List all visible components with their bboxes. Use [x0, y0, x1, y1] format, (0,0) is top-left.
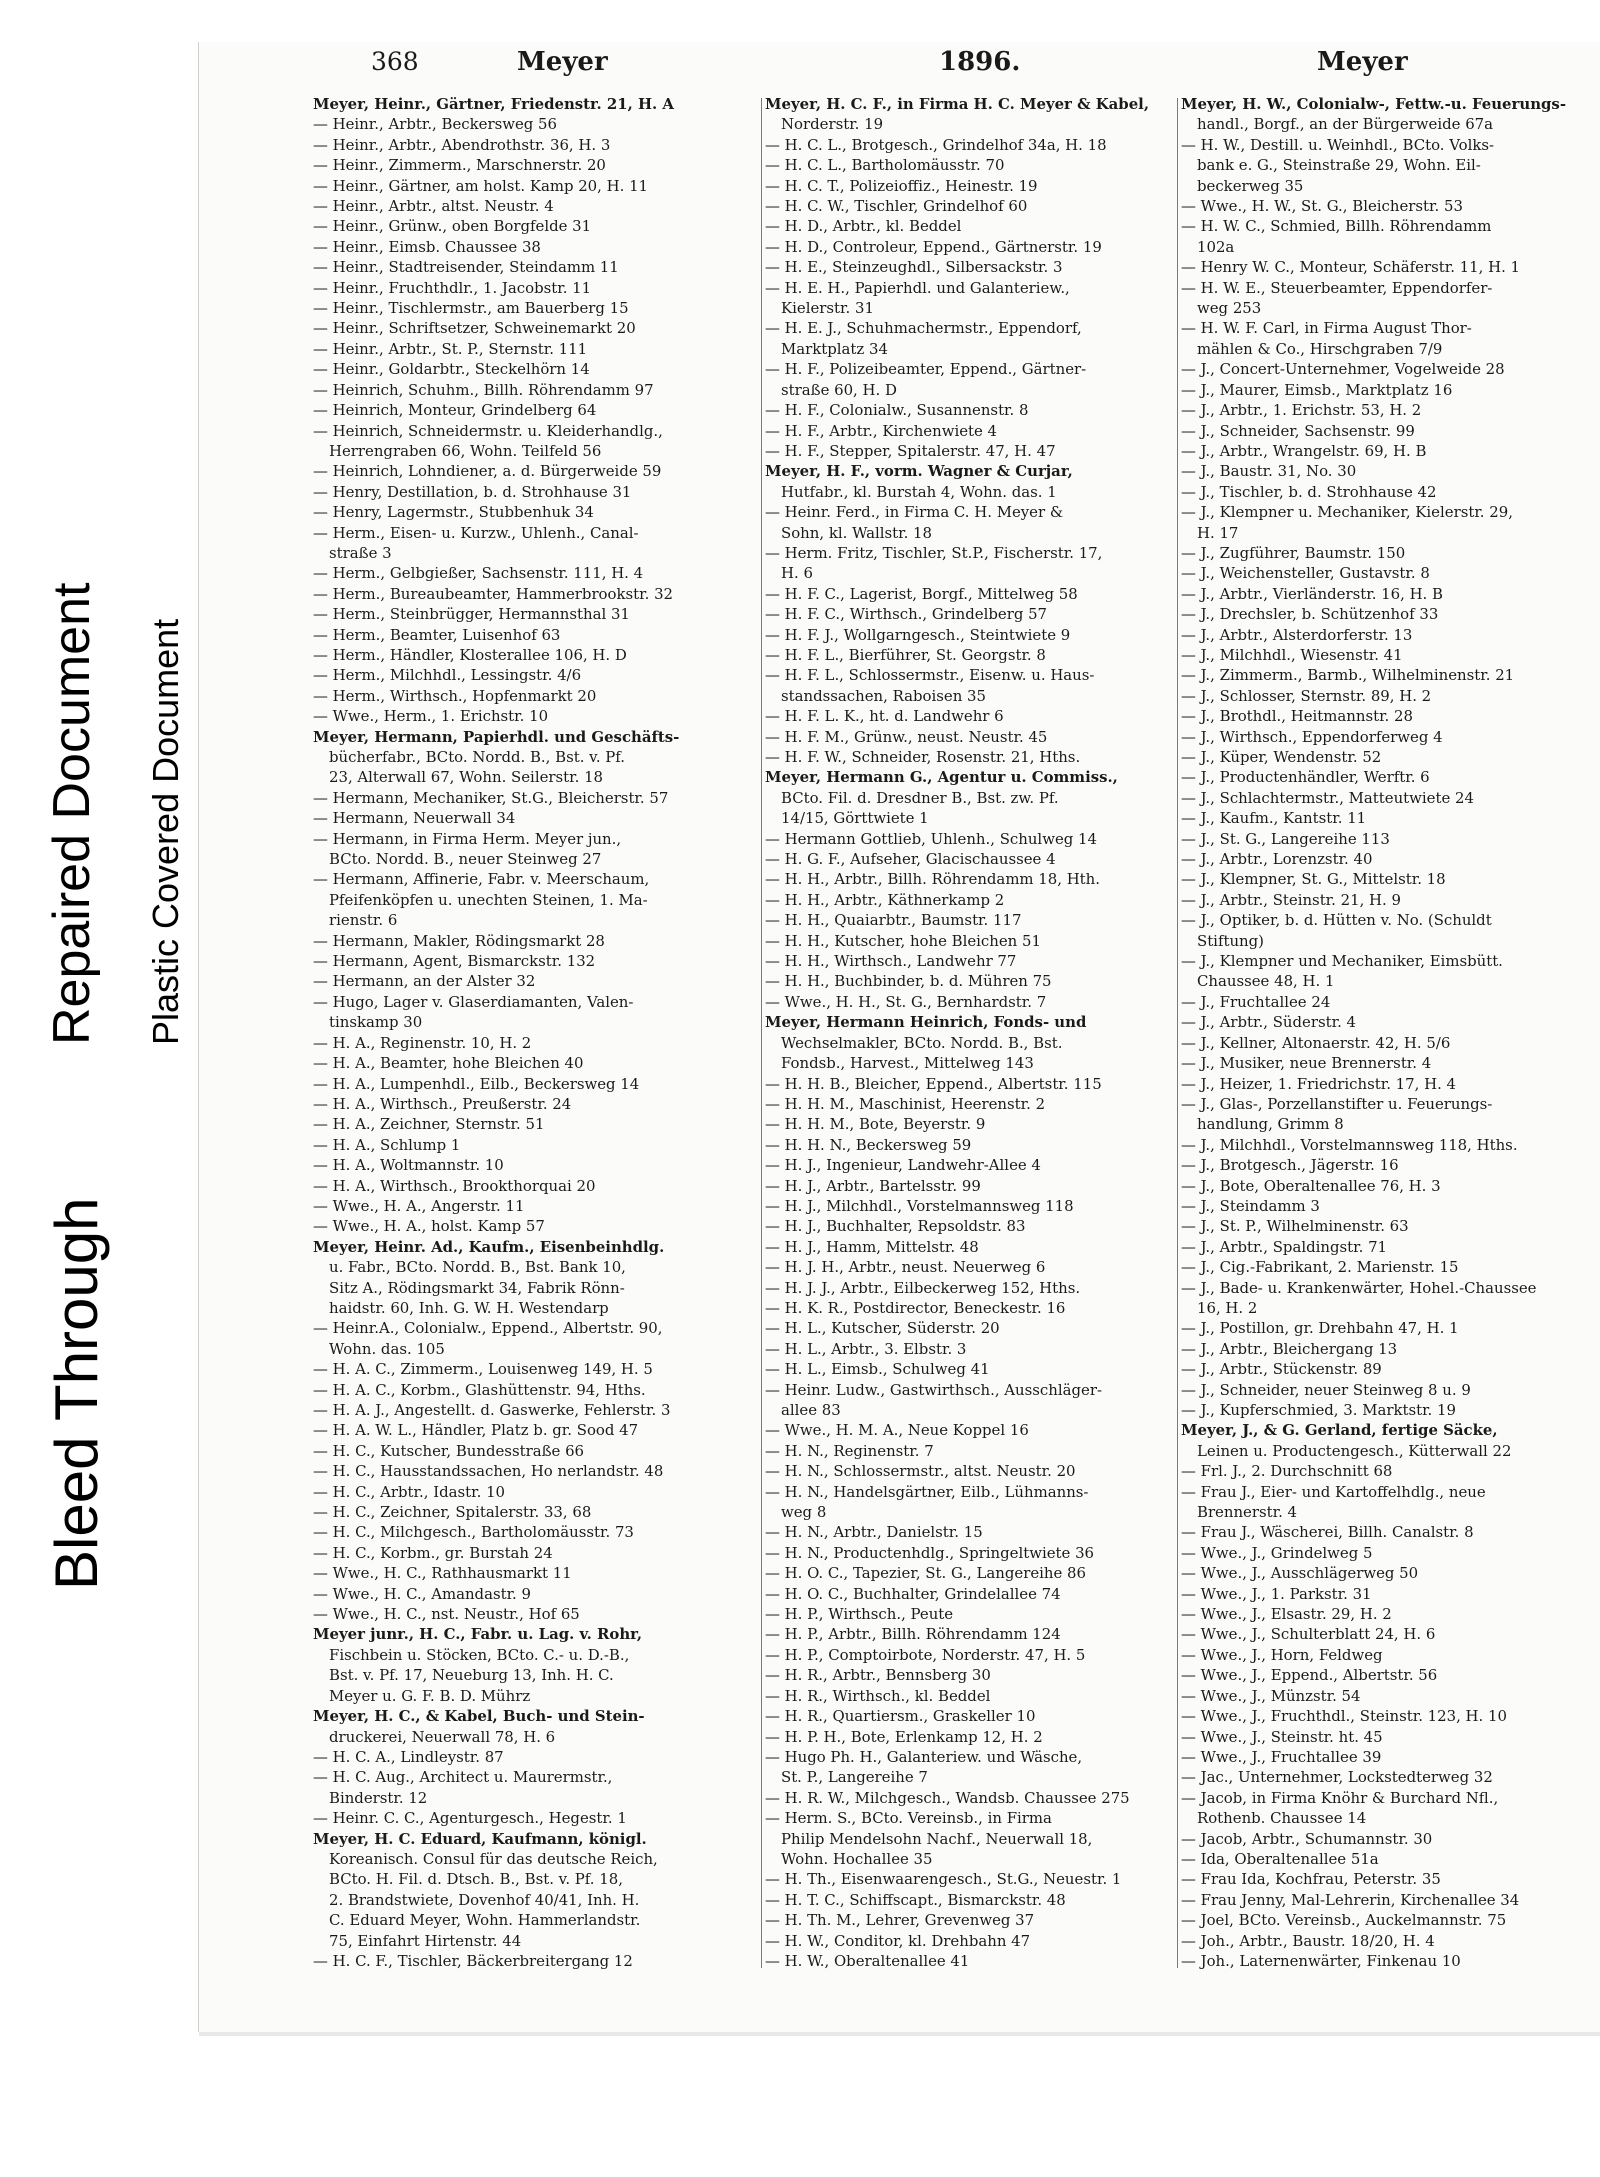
directory-entry-line: bücherfabr., BCto. Nordd. B., Bst. v. Pf.: [329, 748, 626, 766]
directory-entry-line: Philip Mendelsohn Nachf., Neuerwall 18,: [781, 1829, 1093, 1848]
directory-entry-line: BCto. H. Fil. d. Dtsch. B., Bst. v. Pf. 18,: [329, 1870, 623, 1889]
directory-entry-line: — J., Productenhändler, Werftr. 6: [1181, 768, 1430, 787]
directory-entry-line: — Frl. J., 2. Durchschnitt 68: [1181, 1462, 1393, 1481]
directory-entry-line: 102a: [1197, 237, 1235, 256]
directory-entry-line: — Hermann, Agent, Bismarckstr. 132: [313, 952, 596, 971]
directory-entry-line: — J., Milchhdl., Wiesenstr. 41: [1181, 645, 1403, 664]
directory-entry-line: — H. N., Schlossermstr., altst. Neustr. 20: [765, 1462, 1076, 1481]
directory-entry-line: BCto. Fil. d. Dresdner B., Bst. zw. Pf.: [781, 788, 1059, 807]
directory-entry-line: — H. C., Hausstandssachen, Ho nerlandstr. 48: [313, 1462, 664, 1481]
directory-entry-line: — J., Klempner u. Mechaniker, Kielerstr. 29,: [1181, 503, 1513, 522]
directory-entry-line: — Herm. S., BCto. Vereinsb., in Firma: [765, 1809, 1052, 1828]
directory-entry-line: — J., Arbtr., Vierländerstr. 16, H. B: [1181, 584, 1443, 603]
directory-entry-line: — Hermann, Mechaniker, St.G., Bleicherstr. 57: [313, 788, 669, 807]
directory-entry-line: — Herm., Gelbgießer, Sachsenstr. 111, H. 4: [313, 564, 644, 583]
directory-entry-line: — Heinr., Goldarbtr., Steckelhörn 14: [313, 360, 590, 379]
directory-entry-line: Rothenb. Chaussee 14: [1197, 1809, 1367, 1828]
directory-entry-line: — H. W., Oberaltenallee 41: [765, 1951, 970, 1970]
directory-entry-line: Wohn. das. 105: [329, 1339, 445, 1358]
directory-entry-line: straße 3: [329, 543, 392, 562]
directory-entry-line: — Herm., Eisen- u. Kurzw., Uhlenh., Canal-: [313, 523, 639, 542]
directory-entry-line: — H. H., Arbtr., Billh. Röhrendamm 18, Hth.: [765, 870, 1100, 889]
directory-entry-line: — Heinr., Schriftsetzer, Schweinemarkt 20: [313, 319, 636, 338]
directory-entry-line: — H. A., Woltmannstr. 10: [313, 1156, 504, 1175]
directory-entry-line: Meyer, J., & G. Gerland, fertige Säcke,: [1181, 1421, 1498, 1440]
directory-entry-line: — H. A. J., Angestellt. d. Gaswerke, Fehlerstr. 3: [313, 1401, 671, 1419]
directory-entry-line: — H. H., Quaiarbtr., Baumstr. 117: [765, 911, 1022, 930]
directory-entry-line: — Heinr. Ferd., in Firma C. H. Meyer &: [765, 503, 1064, 522]
directory-entry-line: — Heinr., Arbtr., Abendrothstr. 36, H. 3: [313, 135, 611, 154]
header-left-title: Meyer: [517, 47, 608, 77]
directory-entry-line: — Herm., Steinbrügger, Hermannsthal 31: [313, 605, 630, 624]
directory-entry-line: Marktplatz 34: [781, 339, 888, 358]
directory-entry-line: — Heinr.A., Colonialw., Eppend., Albertstr. 90,: [313, 1319, 663, 1338]
directory-entry-line: — H. F. C., Lagerist, Borgf., Mittelweg 58: [765, 584, 1078, 603]
directory-entry-line: — Hermann, Makler, Rödingsmarkt 28: [313, 931, 605, 950]
directory-entry-line: — H. F. W., Schneider, Rosenstr. 21, Hths.: [765, 748, 1081, 766]
directory-entry-line: — H. C. Aug., Architect u. Maurermstr.,: [313, 1768, 613, 1787]
directory-entry-line: — H. J., Ingenieur, Landwehr-Allee 4: [765, 1156, 1041, 1175]
directory-entry-line: Pfeifenköpfen u. unechten Steinen, 1. Ma-: [329, 890, 648, 909]
directory-entry-line: — H. R., Arbtr., Bennsberg 30: [765, 1666, 991, 1685]
directory-column-3: [1181, 94, 1591, 1974]
directory-entry-line: — J., St. P., Wilhelminenstr. 63: [1181, 1217, 1409, 1236]
directory-entry-line: — Herm., Bureaubeamter, Hammerbrookstr. 32: [313, 584, 674, 603]
directory-entry-line: — J., Glas-, Porzellanstifter u. Feuerungs-: [1181, 1094, 1493, 1113]
directory-entry-line: — Heinrich, Monteur, Grindelberg 64: [313, 401, 597, 420]
directory-entry-line: — H. J., Hamm, Mittelstr. 48: [765, 1237, 979, 1256]
directory-entry-line: Brennerstr. 4: [1197, 1503, 1298, 1522]
directory-entry-line: — H. L., Eimsb., Schulweg 41: [765, 1360, 990, 1379]
directory-entry-line: — J., Kaufm., Kantstr. 11: [1181, 809, 1367, 828]
directory-entry-line: — H. A., Beamter, hohe Bleichen 40: [313, 1054, 584, 1073]
directory-entry-line: — H. A., Zeichner, Sternstr. 51: [313, 1115, 545, 1134]
directory-entry-line: — H. C. T., Polizeioffiz., Heinestr. 19: [765, 176, 1038, 195]
directory-entry-line: — H. T. C., Schiffscapt., Bismarckstr. 48: [765, 1890, 1066, 1909]
directory-entry-line: — H. E. H., Papierhdl. und Galanteriew.,: [765, 278, 1070, 297]
directory-entry-line: — J., Heizer, 1. Friedrichstr. 17, H. 4: [1181, 1074, 1457, 1093]
directory-entry-line: — J., Postillon, gr. Drehbahn 47, H. 1: [1181, 1319, 1459, 1338]
directory-entry-line: Hutfabr., kl. Burstah 4, Wohn. das. 1: [781, 482, 1057, 501]
directory-entry-line: — H. D., Controleur, Eppend., Gärtnerstr. 19: [765, 237, 1102, 256]
directory-entry-line: — H. F. L., Bierführer, St. Georgstr. 8: [765, 645, 1046, 664]
page-bottom-edge: [199, 2032, 1600, 2036]
directory-entry-line: — J., Baustr. 31, No. 30: [1181, 462, 1357, 481]
directory-entry-line: Sohn, kl. Wallstr. 18: [781, 523, 932, 542]
directory-entry-line: Meyer, Hermann G., Agentur u. Commiss.,: [765, 768, 1118, 787]
directory-entry-line: — J., Klempner und Mechaniker, Eimsbütt.: [1181, 952, 1503, 971]
directory-entry-line: — H. C., Milchgesch., Bartholomäusstr. 73: [313, 1523, 634, 1542]
directory-entry-line: Meyer, Heinr., Gärtner, Friedenstr. 21, H. A: [313, 95, 674, 113]
directory-entry-line: — H. C., Kutscher, Bundesstraße 66: [313, 1441, 585, 1460]
directory-entry-line: — J., St. G., Langereihe 113: [1181, 829, 1390, 848]
directory-entry-line: — H. P., Comptoirbote, Norderstr. 47, H. 5: [765, 1645, 1086, 1664]
directory-entry-line: — H. P., Wirthsch., Peute: [765, 1605, 954, 1624]
directory-entry-line: — J., Drechsler, b. Schützenhof 33: [1181, 605, 1439, 624]
directory-entry-line: — H. R. W., Milchgesch., Wandsb. Chaussee 275: [765, 1788, 1130, 1807]
directory-entry-line: — Hermann Gottlieb, Uhlenh., Schulweg 14: [765, 829, 1097, 848]
directory-entry-line: Bst. v. Pf. 17, Neueburg 13, Inh. H. C.: [329, 1666, 614, 1685]
directory-entry-line: Fondsb., Harvest., Mittelweg 143: [781, 1054, 1034, 1073]
directory-entry-line: — Heinr. Ludw., Gastwirthsch., Ausschläger-: [765, 1380, 1102, 1399]
directory-entry-line: beckerweg 35: [1197, 176, 1304, 195]
directory-entry-line: — H. A. C., Korbm., Glashüttenstr. 94, Hths.: [313, 1380, 646, 1399]
directory-entry-line: — H. J. H., Arbtr., neust. Neuerweg 6: [765, 1258, 1046, 1277]
directory-entry-line: Meyer, H. C. F., in Firma H. C. Meyer & Kabel,: [765, 95, 1150, 113]
directory-entry-line: — H. H. M., Bote, Beyerstr. 9: [765, 1115, 986, 1134]
directory-entry-line: 14/15, Görttwiete 1: [781, 809, 929, 828]
label-repaired-document: Repaired Document: [43, 582, 101, 1045]
directory-entry-line: — Wwe., H. W., St. G., Bleicherstr. 53: [1181, 197, 1463, 216]
directory-entry-line: C. Eduard Meyer, Wohn. Hammerlandstr.: [329, 1911, 641, 1930]
directory-entry-line: — H. J., Arbtr., Bartelsstr. 99: [765, 1176, 981, 1195]
directory-entry-line: — Herm., Beamter, Luisenhof 63: [313, 625, 561, 644]
directory-entry-line: — J., Concert-Unternehmer, Vogelweide 28: [1181, 360, 1505, 379]
directory-entry-line: — Hermann, in Firma Herm. Meyer jun.,: [313, 829, 622, 848]
directory-entry-line: Leinen u. Productengesch., Kütterwall 22: [1197, 1441, 1512, 1460]
directory-entry-line: — Jac., Unternehmer, Lockstedterweg 32: [1181, 1768, 1493, 1787]
directory-entry-line: — Heinr., Arbtr., altst. Neustr. 4: [313, 197, 554, 216]
directory-entry-line: — Wwe., H. A., Angerstr. 11: [313, 1196, 525, 1215]
directory-entry-line: Meyer, H. C. Eduard, Kaufmann, königl.: [313, 1829, 647, 1848]
directory-entry-line: straße 60, H. D: [781, 380, 897, 399]
directory-entry-line: Kielerstr. 31: [781, 299, 874, 318]
directory-entry-line: — H. W. F. Carl, in Firma August Thor-: [1181, 319, 1472, 338]
label-plastic-covered-document: Plastic Covered Document: [145, 618, 186, 1045]
directory-entry-line: — Henry, Lagermstr., Stubbenhuk 34: [313, 503, 594, 522]
directory-entry-line: — H. A. C., Zimmerm., Louisenweg 149, H. 5: [313, 1360, 653, 1379]
directory-entry-line: — Joel, BCto. Vereinsb., Auckelmannstr. 75: [1181, 1911, 1507, 1930]
directory-entry-line: — H. P. H., Bote, Erlenkamp 12, H. 2: [765, 1727, 1043, 1746]
directory-entry-line: — H. H. N., Beckersweg 59: [765, 1135, 972, 1154]
directory-entry-line: — Heinr., Arbtr., Beckersweg 56: [313, 115, 557, 134]
directory-entry-line: — J., Tischler, b. d. Strohhause 42: [1181, 482, 1437, 501]
directory-entry-line: allee 83: [781, 1401, 841, 1419]
directory-entry-line: — Wwe., J., Fruchthdl., Steinstr. 123, H. 10: [1181, 1707, 1507, 1726]
directory-entry-line: — H. C. W., Tischler, Grindelhof 60: [765, 197, 1028, 216]
directory-entry-line: — H. F., Polizeibeamter, Eppend., Gärtner-: [765, 360, 1087, 379]
directory-entry-line: rienstr. 6: [329, 911, 398, 930]
directory-entry-line: — J., Wirthsch., Eppendorferweg 4: [1181, 727, 1443, 746]
directory-entry-line: — H. Th., Eisenwaarengesch., St.G., Neuestr. 1: [765, 1870, 1122, 1889]
directory-entry-line: — Wwe., J., Fruchtallee 39: [1181, 1747, 1382, 1766]
directory-entry-line: — H. A., Lumpenhdl., Eilb., Beckersweg 14: [313, 1074, 640, 1093]
directory-entry-line: — J., Küper, Wendenstr. 52: [1181, 748, 1382, 766]
directory-entry-line: — Heinrich, Lohndiener, a. d. Bürgerweide 59: [313, 462, 662, 481]
directory-entry-line: — Hermann, Affinerie, Fabr. v. Meerschaum,: [313, 870, 650, 889]
directory-entry-line: Meyer, H. F., vorm. Wagner & Curjar,: [765, 462, 1073, 481]
directory-entry-line: — Heinr., Eimsb. Chaussee 38: [313, 237, 541, 256]
directory-entry-line: — Ida, Oberaltenallee 51a: [1181, 1849, 1379, 1868]
directory-entry-line: — Wwe., H. C., nst. Neustr., Hof 65: [313, 1605, 580, 1624]
directory-entry-line: Sitz A., Rödingsmarkt 34, Fabrik Rönn-: [329, 1278, 625, 1297]
directory-entry-line: — H. W. E., Steuerbeamter, Eppendorfer-: [1181, 278, 1493, 297]
directory-entry-line: — J., Arbtr., Steinstr. 21, H. 9: [1181, 890, 1401, 909]
directory-entry-line: — Wwe., H. M. A., Neue Koppel 16: [765, 1421, 1029, 1440]
directory-entry-line: — J., Weichensteller, Gustavstr. 8: [1181, 564, 1430, 583]
directory-entry-line: — J., Zugführer, Baumstr. 150: [1181, 543, 1406, 562]
directory-entry-line: — Wwe., J., 1. Parkstr. 31: [1181, 1584, 1372, 1603]
directory-entry-line: — Jacob, in Firma Knöhr & Burchard Nfl.,: [1181, 1788, 1499, 1807]
page-header: [199, 42, 1600, 92]
directory-entry-line: — H. W., Conditor, kl. Drehbahn 47: [765, 1931, 1031, 1950]
directory-entry-line: mählen & Co., Hirschgraben 7/9: [1197, 339, 1443, 358]
directory-entry-line: Stiftung): [1197, 931, 1264, 950]
directory-entry-line: St. P., Langereihe 7: [781, 1768, 928, 1787]
directory-entry-line: — Herm., Milchhdl., Lessingstr. 4/6: [313, 666, 582, 685]
directory-entry-line: — H. D., Arbtr., kl. Beddel: [765, 217, 962, 236]
directory-entry-line: — Frau J., Wäscherei, Billh. Canalstr. 8: [1181, 1523, 1474, 1542]
directory-entry-line: — Joh., Arbtr., Baustr. 18/20, H. 4: [1181, 1931, 1435, 1950]
directory-entry-line: — Wwe., Herm., 1. Erichstr. 10: [313, 707, 549, 726]
directory-entry-line: — H. W. C., Schmied, Billh. Röhrendamm: [1181, 217, 1492, 236]
directory-entry-line: — J., Arbtr., Spaldingstr. 71: [1181, 1237, 1388, 1256]
directory-entry-line: — Hugo Ph. H., Galanteriew. und Wäsche,: [765, 1747, 1083, 1766]
directory-entry-line: — H. C. F., Tischler, Bäckerbreitergang 12: [313, 1951, 633, 1970]
directory-entry-line: Meyer junr., H. C., Fabr. u. Lag. v. Rohr,: [313, 1625, 643, 1644]
directory-entry-line: — Hermann, an der Alster 32: [313, 972, 536, 991]
directory-entry-line: — H. F. L. K., ht. d. Landwehr 6: [765, 707, 1004, 726]
directory-entry-line: — H. A., Reginenstr. 10, H. 2: [313, 1033, 532, 1052]
directory-entry-line: standssachen, Raboisen 35: [781, 686, 987, 705]
directory-entry-line: — H. H. B., Bleicher, Eppend., Albertstr. 115: [765, 1074, 1102, 1093]
directory-entry-line: — H. C., Zeichner, Spitalerstr. 33, 68: [313, 1503, 592, 1522]
directory-entry-line: — H. J. J., Arbtr., Eilbeckerweg 152, Hths.: [765, 1278, 1081, 1297]
directory-entry-line: Meyer, Hermann, Papierhdl. und Geschäfts-: [313, 727, 680, 746]
directory-entry-line: — J., Kellner, Altonaerstr. 42, H. 5/6: [1181, 1033, 1451, 1052]
directory-entry-line: — Frau Ida, Kochfrau, Peterstr. 35: [1181, 1870, 1441, 1889]
directory-entry-line: — Heinr. C. C., Agenturgesch., Hegestr. 1: [313, 1809, 627, 1828]
directory-entry-line: — H. A., Wirthsch., Preußerstr. 24: [313, 1094, 572, 1113]
directory-entry-line: — H. L., Arbtr., 3. Elbstr. 3: [765, 1339, 967, 1358]
directory-entry-line: — H. J., Milchhdl., Vorstelmannsweg 118: [765, 1196, 1074, 1215]
directory-entry-line: — H. H., Kutscher, hohe Bleichen 51: [765, 931, 1041, 950]
directory-entry-line: — Heinr., Arbtr., St. P., Sternstr. 111: [313, 339, 588, 358]
directory-entry-line: handl., Borgf., an der Bürgerweide 67a: [1197, 115, 1494, 134]
directory-entry-line: 2. Brandstwiete, Dovenhof 40/41, Inh. H.: [329, 1890, 640, 1909]
directory-entry-line: Chaussee 48, H. 1: [1197, 972, 1335, 991]
directory-entry-line: — H. F., Arbtr., Kirchenwiete 4: [765, 421, 998, 440]
directory-entry-line: — H. H., Wirthsch., Landwehr 77: [765, 952, 1017, 971]
directory-entry-line: — H. H., Arbtr., Käthnerkamp 2: [765, 890, 1005, 909]
directory-entry-line: — Wwe., J., Schulterblatt 24, H. 6: [1181, 1625, 1436, 1644]
directory-entry-line: Wohn. Hochallee 35: [781, 1849, 933, 1868]
directory-entry-line: — H. A., Wirthsch., Brookthorquai 20: [313, 1176, 596, 1195]
directory-entry-line: — Wwe., H. H., St. G., Bernhardstr. 7: [765, 992, 1047, 1011]
directory-entry-line: — J., Optiker, b. d. Hütten v. No. (Schuldt: [1181, 911, 1492, 930]
directory-entry-line: — H. W., Destill. u. Weinhdl., BCto. Volks-: [1181, 135, 1495, 154]
directory-entry-line: — H. F. L., Schlossermstr., Eisenw. u. Haus-: [765, 666, 1095, 685]
directory-entry-line: — J., Bade- u. Krankenwärter, Hohel.-Chaussee: [1181, 1278, 1537, 1297]
directory-entry-line: — H. J., Buchhalter, Repsoldstr. 83: [765, 1217, 1026, 1236]
directory-entry-line: — Wwe., J., Horn, Feldweg: [1181, 1645, 1383, 1664]
directory-entry-line: — J., Arbtr., Alsterdorferstr. 13: [1181, 625, 1413, 644]
directory-entry-line: — H. C. A., Lindleystr. 87: [313, 1747, 504, 1766]
directory-entry-line: Wechselmakler, BCto. Nordd. B., Bst.: [781, 1033, 1063, 1052]
directory-entry-line: — J., Kupferschmied, 3. Marktstr. 19: [1181, 1401, 1456, 1419]
directory-entry-line: tinskamp 30: [329, 1013, 423, 1032]
directory-entry-line: Meyer, Hermann Heinrich, Fonds- und: [765, 1013, 1087, 1032]
directory-entry-line: bank e. G., Steinstraße 29, Wohn. Eil-: [1197, 156, 1481, 175]
directory-entry-line: — Heinr., Grünw., oben Borgfelde 31: [313, 217, 592, 236]
directory-entry-line: — J., Arbtr., Bleichergang 13: [1181, 1339, 1398, 1358]
directory-entry-line: — Wwe., J., Grindelweg 5: [1181, 1543, 1373, 1562]
directory-entry-line: — J., Milchhdl., Vorstelmannsweg 118, Hths.: [1181, 1135, 1518, 1154]
directory-entry-line: — Wwe., H. C., Rathhausmarkt 11: [313, 1564, 572, 1583]
directory-entry-line: H. 6: [781, 564, 813, 583]
directory-entry-line: — H. N., Reginenstr. 7: [765, 1441, 934, 1460]
directory-entry-line: Herrengraben 66, Wohn. Teilfeld 56: [329, 441, 602, 460]
directory-entry-line: — Heinr., Gärtner, am holst. Kamp 20, H. 11: [313, 176, 649, 195]
directory-entry-line: — H. E. J., Schuhmachermstr., Eppendorf,: [765, 319, 1082, 338]
directory-entry-line: weg 8: [781, 1503, 827, 1522]
header-year: 1896.: [939, 47, 1021, 77]
directory-entry-line: — J., Steindamm 3: [1181, 1196, 1320, 1215]
directory-entry-line: — H. F. M., Grünw., neust. Neustr. 45: [765, 727, 1048, 746]
annotation-strip: [0, 0, 200, 2177]
directory-entry-line: — H. N., Arbtr., Danielstr. 15: [765, 1523, 983, 1542]
directory-entry-line: Meyer, Heinr. Ad., Kaufm., Eisenbeinhdlg.: [313, 1237, 665, 1256]
directory-entry-line: — J., Bote, Oberaltenallee 76, H. 3: [1181, 1176, 1441, 1195]
directory-entry-line: — Heinrich, Schuhm., Billh. Röhrendamm 97: [313, 380, 654, 399]
directory-entry-line: — J., Brotgesch., Jägerstr. 16: [1181, 1156, 1399, 1175]
directory-entry-line: — H. C., Arbtr., Idastr. 10: [313, 1482, 506, 1501]
directory-entry-line: — J., Klempner, St. G., Mittelstr. 18: [1181, 870, 1446, 889]
header-right-title: Meyer: [1317, 47, 1408, 77]
directory-entry-line: H. 17: [1197, 523, 1239, 542]
directory-entry-line: — H. H. M., Maschinist, Heerenstr. 2: [765, 1094, 1046, 1113]
directory-entry-line: — Heinrich, Schneidermstr. u. Kleiderhandlg.,: [313, 421, 663, 440]
directory-entry-line: — Joh., Laternenwärter, Finkenau 10: [1181, 1951, 1461, 1970]
directory-entry-line: — H. K. R., Postdirector, Beneckestr. 16: [765, 1298, 1066, 1317]
directory-entry-line: — J., Schlosser, Sternstr. 89, H. 2: [1181, 686, 1432, 705]
directory-entry-line: BCto. Nordd. B., neuer Steinweg 27: [329, 850, 602, 869]
page-number: 368: [371, 47, 419, 76]
directory-entry-line: — H. E., Steinzeughdl., Silbersackstr. 3: [765, 258, 1063, 277]
label-bleed-through: Bleed Through: [43, 1197, 110, 1590]
directory-column-2: [765, 94, 1201, 1974]
directory-entry-line: — J., Arbtr., 1. Erichstr. 53, H. 2: [1181, 401, 1422, 420]
directory-entry-line: Meyer u. G. F. B. D. Mührz: [329, 1686, 531, 1705]
directory-entry-line: Meyer, H. C., & Kabel, Buch- und Stein-: [313, 1707, 645, 1726]
directory-entry-line: — H. P., Arbtr., Billh. Röhrendamm 124: [765, 1625, 1061, 1644]
directory-entry-line: — Heinr., Tischlermstr., am Bauerberg 15: [313, 299, 629, 318]
directory-entry-line: — H. A., Schlump 1: [313, 1135, 461, 1154]
directory-entry-line: — H. R., Wirthsch., kl. Beddel: [765, 1686, 991, 1705]
directory-entry-line: — Herm., Wirthsch., Hopfenmarkt 20: [313, 686, 597, 705]
directory-entry-line: — H. R., Quartiersm., Graskeller 10: [765, 1707, 1036, 1726]
directory-entry-line: — J., Arbtr., Süderstr. 4: [1181, 1013, 1357, 1032]
directory-entry-line: — Henry W. C., Monteur, Schäferstr. 11, H. 1: [1181, 258, 1521, 277]
directory-entry-line: — H. H., Buchbinder, b. d. Mühren 75: [765, 972, 1052, 991]
directory-entry-line: — Hugo, Lager v. Glaserdiamanten, Valen-: [313, 992, 634, 1011]
directory-entry-line: — H. O. C., Buchhalter, Grindelallee 74: [765, 1584, 1061, 1603]
directory-entry-line: — J., Arbtr., Stückenstr. 89: [1181, 1360, 1382, 1379]
directory-entry-line: — H. L., Kutscher, Süderstr. 20: [765, 1319, 1000, 1338]
directory-entry-line: — H. C. L., Brotgesch., Grindelhof 34a, H. 18: [765, 135, 1107, 154]
directory-entry-line: — H. Th. M., Lehrer, Grevenweg 37: [765, 1911, 1035, 1930]
directory-entry-line: — J., Arbtr., Wrangelstr. 69, H. B: [1181, 441, 1427, 460]
directory-entry-line: — Wwe., J., Steinstr. ht. 45: [1181, 1727, 1383, 1746]
directory-entry-line: — Wwe., J., Elsastr. 29, H. 2: [1181, 1605, 1392, 1624]
directory-entry-line: — J., Arbtr., Lorenzstr. 40: [1181, 850, 1373, 869]
directory-entry-line: handlung, Grimm 8: [1197, 1115, 1344, 1134]
directory-entry-line: — Frau Jenny, Mal-Lehrerin, Kirchenallee 34: [1181, 1890, 1520, 1909]
directory-entry-line: — Frau J., Eier- und Kartoffelhdlg., neue: [1181, 1482, 1486, 1501]
directory-entry-line: — Henry, Destillation, b. d. Strohhause 31: [313, 482, 632, 501]
directory-entry-line: — Wwe., J., Eppend., Albertstr. 56: [1181, 1666, 1438, 1685]
directory-entry-line: weg 253: [1197, 299, 1262, 318]
scanned-page: [198, 42, 1600, 2032]
directory-entry-line: — Wwe., H. C., Amandastr. 9: [313, 1584, 531, 1603]
directory-entry-line: Fischbein u. Stöcken, BCto. C.- u. D.-B.,: [329, 1645, 630, 1664]
directory-entry-line: — H. O. C., Tapezier, St. G., Langereihe 86: [765, 1564, 1086, 1583]
directory-entry-line: — J., Musiker, neue Brennerstr. 4: [1181, 1054, 1432, 1073]
directory-entry-line: — J., Brothdl., Heitmannstr. 28: [1181, 707, 1413, 726]
directory-entry-line: — H. F., Stepper, Spitalerstr. 47, H. 47: [765, 441, 1056, 460]
directory-entry-line: — Herm., Händler, Klosterallee 106, H. D: [313, 645, 627, 664]
directory-entry-line: haidstr. 60, Inh. G. W. H. Westendarp: [329, 1298, 609, 1317]
directory-entry-line: — H. N., Handelsgärtner, Eilb., Lühmanns-: [765, 1482, 1089, 1501]
directory-entry-line: u. Fabr., BCto. Nordd. B., Bst. Bank 10,: [329, 1258, 626, 1277]
directory-entry-line: — J., Fruchtallee 24: [1181, 992, 1331, 1011]
directory-entry-line: — H. C. L., Bartholomäusstr. 70: [765, 156, 1005, 175]
directory-entry-line: — H. F. J., Wollgarngesch., Steintwiete 9: [765, 625, 1071, 644]
directory-entry-line: — Wwe., J., Münzstr. 54: [1181, 1686, 1361, 1705]
directory-entry-line: — Herm. Fritz, Tischler, St.P., Fischerstr. 17,: [765, 543, 1103, 562]
directory-entry-line: — H. A. W. L., Händler, Platz b. gr. Sood 47: [313, 1421, 639, 1440]
directory-entry-line: — H. N., Productenhdlg., Springeltwiete 36: [765, 1543, 1095, 1562]
directory-entry-line: — Heinr., Zimmerm., Marschnerstr. 20: [313, 156, 606, 175]
directory-entry-line: — J., Schneider, neuer Steinweg 8 u. 9: [1181, 1380, 1471, 1399]
directory-entry-line: — Heinr., Fruchthdlr., 1. Jacobstr. 11: [313, 278, 592, 297]
directory-entry-line: — H. F. C., Wirthsch., Grindelberg 57: [765, 605, 1048, 624]
directory-entry-line: — H. G. F., Aufseher, Glacischaussee 4: [765, 850, 1056, 869]
directory-entry-line: — J., Schlachtermstr., Matteutwiete 24: [1181, 788, 1474, 807]
directory-entry-line: — Hermann, Neuerwall 34: [313, 809, 516, 828]
directory-entry-line: 23, Alterwall 67, Wohn. Seilerstr. 18: [329, 768, 604, 787]
directory-entry-line: Binderstr. 12: [329, 1788, 428, 1807]
directory-entry-line: — Wwe., J., Ausschlägerweg 50: [1181, 1564, 1419, 1583]
directory-entry-line: — Wwe., H. A., holst. Kamp 57: [313, 1217, 545, 1236]
directory-entry-line: 75, Einfahrt Hirtenstr. 44: [329, 1931, 522, 1950]
directory-entry-line: — Heinr., Stadtreisender, Steindamm 11: [313, 258, 619, 277]
directory-entry-line: — J., Cig.-Fabrikant, 2. Marienstr. 15: [1181, 1258, 1459, 1277]
directory-entry-line: — J., Maurer, Eimsb., Marktplatz 16: [1181, 380, 1453, 399]
directory-entry-line: — J., Schneider, Sachsenstr. 99: [1181, 421, 1415, 440]
directory-entry-line: — Jacob, Arbtr., Schumannstr. 30: [1181, 1829, 1433, 1848]
directory-entry-line: druckerei, Neuerwall 78, H. 6: [329, 1727, 556, 1746]
directory-entry-line: Koreanisch. Consul für das deutsche Reich,: [329, 1849, 658, 1868]
directory-entry-line: — H. F., Colonialw., Susannenstr. 8: [765, 401, 1029, 420]
directory-entry-line: Meyer, H. W., Colonialw-, Fettw.-u. Feuerungs-: [1181, 95, 1567, 113]
directory-entry-line: 16, H. 2: [1197, 1298, 1258, 1317]
directory-entry-line: — H. C., Korbm., gr. Burstah 24: [313, 1543, 553, 1562]
directory-entry-line: — J., Zimmerm., Barmb., Wilhelminenstr. 21: [1181, 666, 1515, 685]
directory-entry-line: Norderstr. 19: [781, 115, 884, 134]
